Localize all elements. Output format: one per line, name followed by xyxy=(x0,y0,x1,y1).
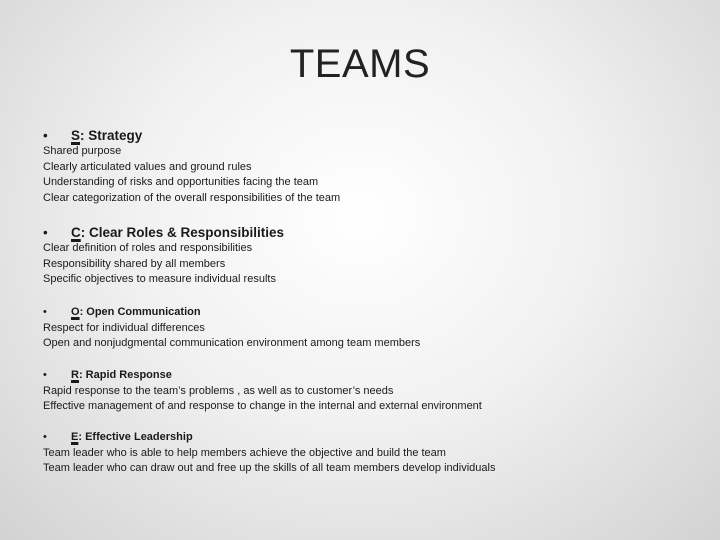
heading-text: : Clear Roles & Responsibilities xyxy=(80,225,285,240)
heading-letter: E xyxy=(71,431,79,443)
body-line: Understanding of risks and opportunities facing the team xyxy=(43,176,319,189)
section-heading xyxy=(43,430,700,446)
body-line: Clearly articulated values and ground rules xyxy=(43,160,252,173)
heading-letter: O xyxy=(71,306,80,318)
body-line: Respect for individual differences xyxy=(43,321,205,334)
heading-text: : Open Communication xyxy=(79,306,201,318)
section-rapid-response xyxy=(43,368,700,415)
body-line: Clear definition of roles and responsibilities xyxy=(43,242,253,254)
bullet-icon: • xyxy=(43,369,47,381)
section-heading xyxy=(43,305,700,321)
heading-letter: S xyxy=(71,128,81,143)
body-line: Shared purpose xyxy=(43,145,122,157)
body-line: Responsibility shared by all members xyxy=(43,257,226,270)
body-line: Team leader who is able to help members achieve the objective and build the team xyxy=(43,446,446,459)
body-line: Specific objectives to measure individual results xyxy=(43,273,276,286)
heading-letter: C xyxy=(71,225,81,240)
bullet-icon: • xyxy=(43,128,48,143)
section-effective-leadership xyxy=(43,430,700,477)
bullet-icon: • xyxy=(43,431,47,443)
section-open-communication xyxy=(43,305,700,352)
heading-letter: R xyxy=(71,369,79,381)
body-line: Open and nonjudgmental communication environment among team members xyxy=(43,337,421,350)
heading-text: : Rapid Response xyxy=(78,369,172,381)
section-heading xyxy=(43,224,700,241)
body-line: Clear categorization of the overall responsibilities of the team xyxy=(43,191,341,204)
body-line: Rapid response to the team’s problems , as well as to customer’s needs xyxy=(43,384,394,397)
section-clear-roles xyxy=(43,224,700,288)
heading-text: : Effective Leadership xyxy=(78,431,193,443)
section-heading xyxy=(43,368,700,384)
section-strategy xyxy=(43,127,700,206)
slide-title: TEAMS xyxy=(289,42,431,86)
bullet-icon: • xyxy=(43,225,48,240)
body-line: Effective management of and response to change in the internal and external environment xyxy=(43,400,482,413)
section-heading xyxy=(43,127,700,144)
heading-text: : Strategy xyxy=(80,128,143,143)
bullet-icon: • xyxy=(43,306,47,318)
body-line: Team leader who can draw out and free up the skills of all team members develop individuals xyxy=(43,462,496,475)
